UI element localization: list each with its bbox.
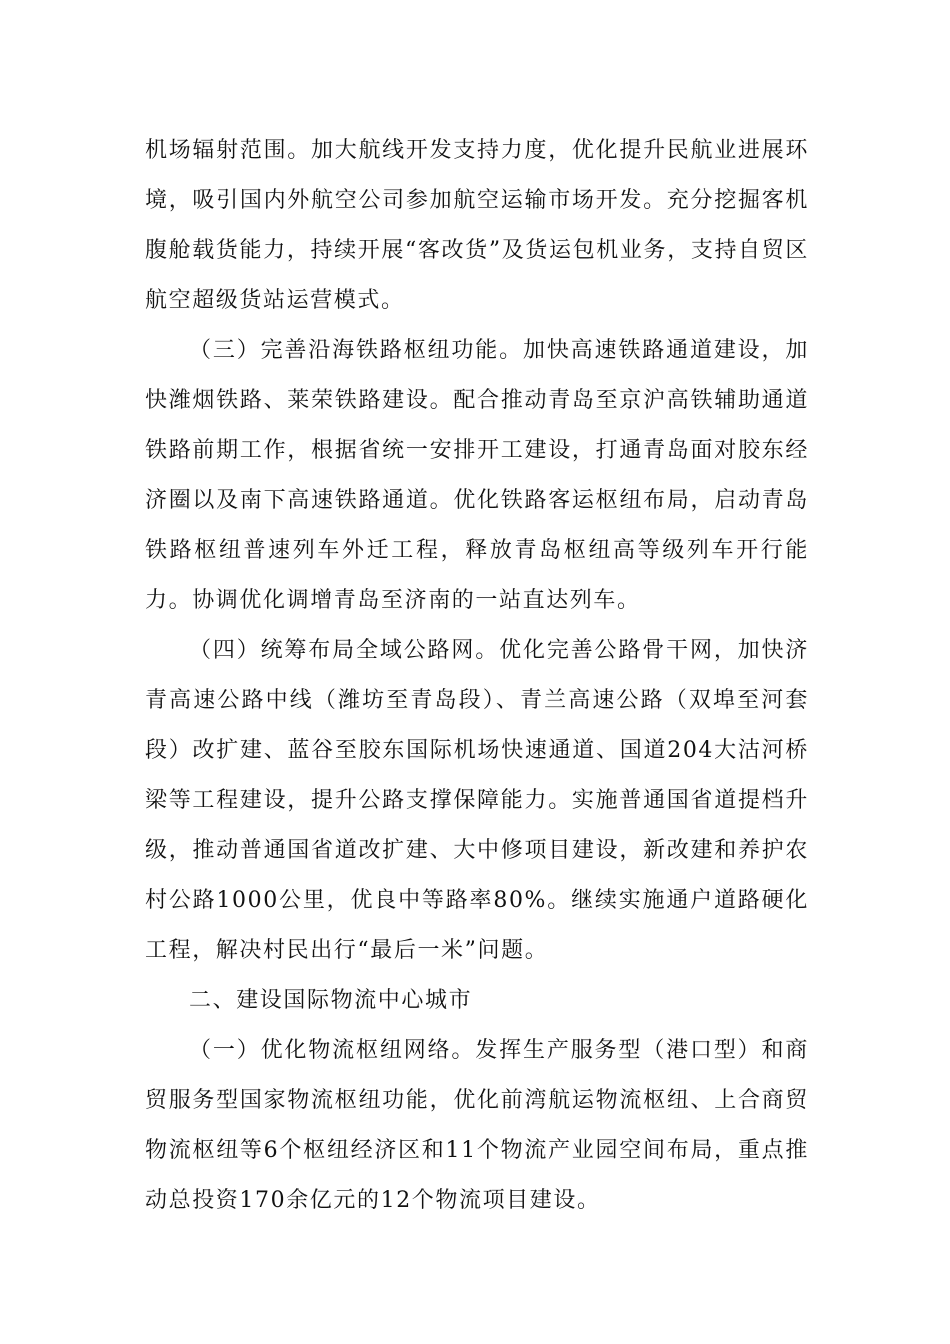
section-heading: 二、建设国际物流中心城市: [189, 988, 473, 1013]
paragraph-continuation: 机场辐射范围。加大航线开发支持力度，优化提升民航业进展环境，吸引国内外航空公司参加航空运输市场开发。充分挖掘客机腹舱载货能力，持续开展“客改货”及货运包机业务，支持自贸区航空超级货站运营模式。: [145, 138, 809, 313]
paragraph-section-1: （一）优化物流枢纽网络。发挥生产服务型（港口型）和商贸服务型国家物流枢纽功能，优化前湾航运物流枢纽、上合商贸物流枢纽等6个枢纽经济区和11个物流产业园空间布局，重点推动总投资170余亿元的12个物流项目建设。: [145, 1038, 809, 1213]
document-body: [145, 126, 809, 1226]
paragraph-section-3: （三）完善沿海铁路枢纽功能。加快高速铁路通道建设，加快潍烟铁路、莱荣铁路建设。配合推动青岛至京沪高铁辅助通道铁路前期工作，根据省统一安排开工建设，打通青岛面对胶东经济圈以及南下高速铁路通道。优化铁路客运枢纽布局，启动青岛铁路枢纽普速列车外迁工程，释放青岛枢纽高等级列车开行能力。协调优化调增青岛至济南的一站直达列车。: [145, 338, 809, 613]
paragraph-section-4: （四）统筹布局全域公路网。优化完善公路骨干网，加快济青高速公路中线（潍坊至青岛段）、青兰高速公路（双埠至河套段）改扩建、蓝谷至胶东国际机场快速通道、国道204大沽河桥梁等工程建设，提升公路支撑保障能力。实施普通国省道提档升级，推动普通国省道改扩建、大中修项目建设，新改建和养护农村公路1000公里，优良中等路率80%。继续实施通户道路硬化工程，解决村民出行“最后一米”问题。: [145, 638, 809, 963]
